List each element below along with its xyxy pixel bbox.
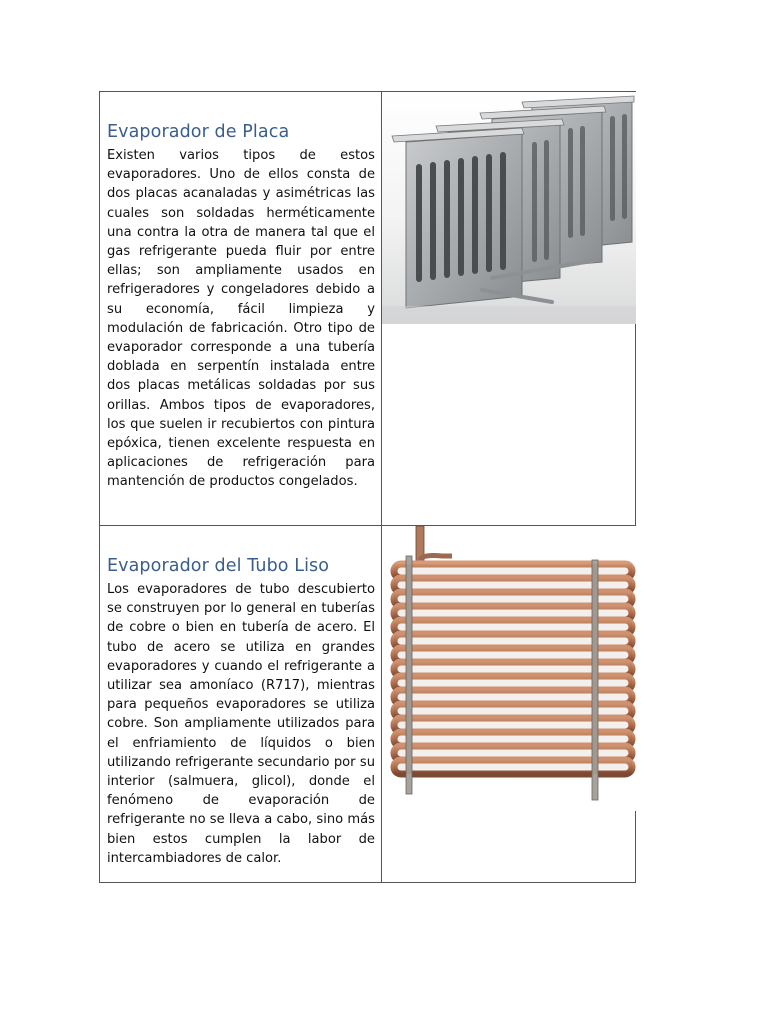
copper-coil-evaporator-photo <box>382 526 635 882</box>
text-cell <box>100 526 382 883</box>
evaporator-table <box>99 91 636 883</box>
table-row <box>100 526 636 883</box>
image-cell <box>382 92 636 526</box>
section-heading: Evaporador del Tubo Liso <box>107 556 330 576</box>
image-cell <box>382 526 636 883</box>
section-body: Los evaporadores de tubo descubierto se construyen por lo general en tuberías de cobre o bien en tubería de acero. El tubo de acero se utiliza en grandes evaporadores y cuando el refrigerante a utilizar sea amoníaco (R717), mientras para pequeños evaporadores se utiliza cobre. Son ampliamente utilizados para el enfriamiento de líquidos o bien utilizando refrigerante secundario por su interior (salmuera, glicol), donde el fenómeno de evaporación de refrigerante no se lleva a cabo, sino más bien estos cumplen la labor de intercambiadores de calor. <box>107 582 375 866</box>
section-body: Existen varios tipos de estos evaporadores. Uno de ellos consta de dos placas acanaladas y asimétricas las cuales son soldadas herméticamente una contra la otra de manera tal que el gas refrigerante pueda fluir por entre ellas; son ampliamente usados en refrigeradores y congeladores debido a su economía, fácil limpieza y modulación de fabricación. Otro tipo de evaporador corresponde a una tubería doblada en serpentín instalada entre dos placas metálicas soldadas por sus orillas. Ambos tipos de evaporadores, los que suelen ir recubiertos con pintura epóxica, tienen excelente respuesta en aplicaciones de refrigeración para mantención de productos congelados. <box>107 148 375 490</box>
section-heading: Evaporador de Placa <box>107 122 290 142</box>
plate-evaporator-photo <box>382 92 635 525</box>
copper-coil-illustration <box>382 526 636 811</box>
text-cell <box>100 92 382 526</box>
table-row <box>100 92 636 526</box>
plate-evaporator-illustration <box>382 92 636 324</box>
